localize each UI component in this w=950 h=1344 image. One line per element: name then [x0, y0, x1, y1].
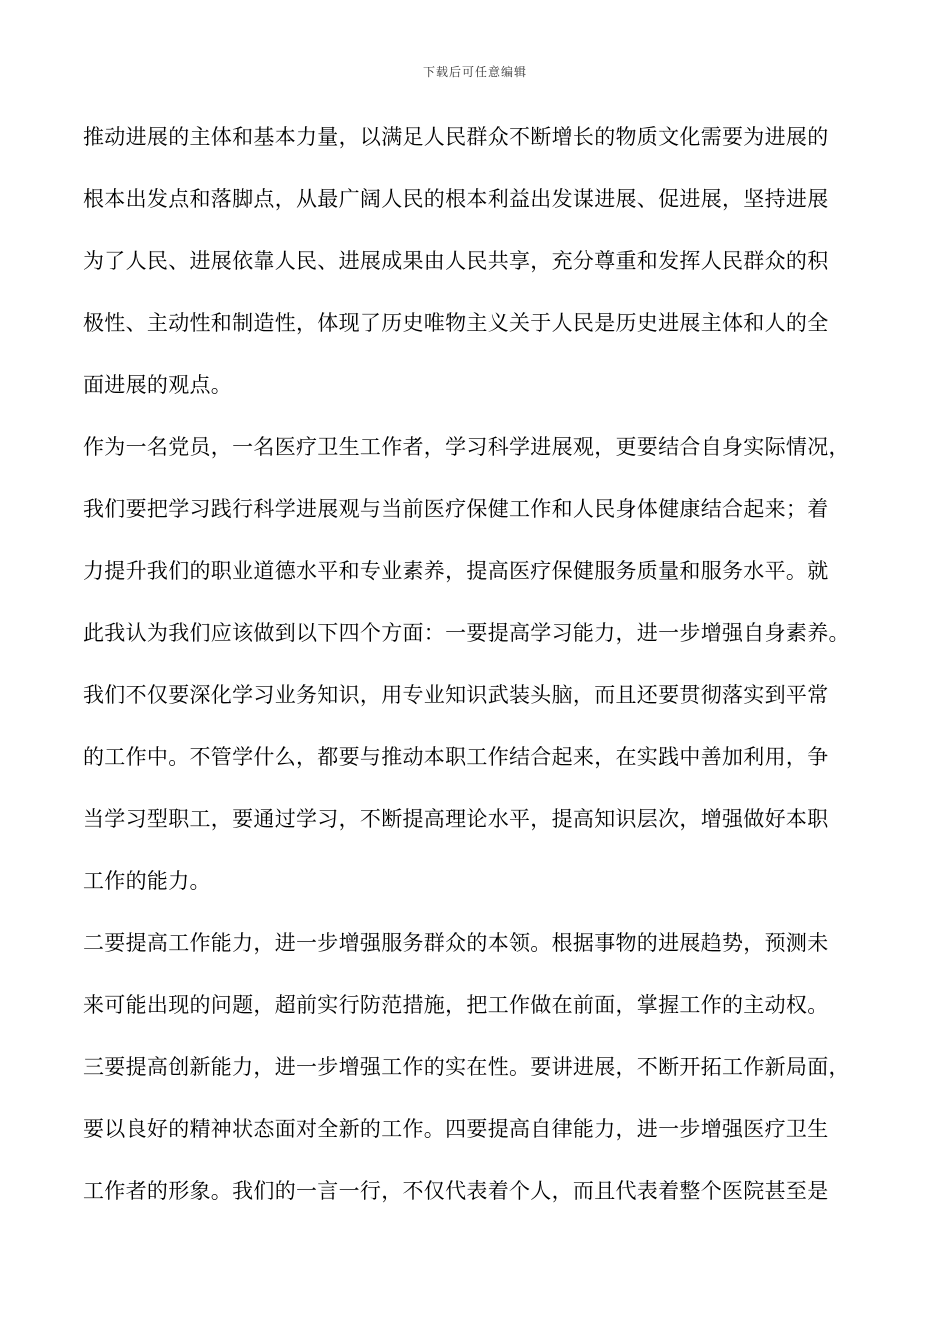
text-line: 的工作中。不管学什么，都要与推动本职工作结合起来，在实践中善加利用，争	[83, 745, 829, 769]
text-line: 来可能出现的问题，超前实行防范措施，把工作做在前面，掌握工作的主动权。	[83, 993, 829, 1017]
text-line: 此我认为我们应该做到以下四个方面：一要提高学习能力，进一步增强自身素养。	[83, 621, 850, 645]
document-body	[83, 118, 883, 1234]
text-line: 我们要把学习践行科学进展观与当前医疗保健工作和人民身体健康结合起来；着	[83, 497, 829, 521]
text-line: 根本出发点和落脚点，从最广阔人民的根本利益出发谋进展、促进展，坚持进展	[83, 187, 829, 211]
text-line: 作为一名党员，一名医疗卫生工作者，学习科学进展观，更要结合自身实际情况，	[83, 435, 850, 459]
text-line: 要以良好的精神状态面对全新的工作。四要提高自律能力，进一步增强医疗卫生	[83, 1117, 829, 1141]
text-line: 力提升我们的职业道德水平和专业素养，提高医疗保健服务质量和服务水平。就	[83, 559, 829, 583]
text-line: 我们不仅要深化学习业务知识，用专业知识武装头脑，而且还要贯彻落实到平常	[83, 683, 829, 707]
text-line: 当学习型职工，要通过学习，不断提高理论水平，提高知识层次，增强做好本职	[83, 807, 829, 831]
text-line: 为了人民、进展依靠人民、进展成果由人民共享，充分尊重和发挥人民群众的积	[83, 249, 829, 273]
text-line: 三要提高创新能力，进一步增强工作的实在性。要讲进展，不断开拓工作新局面，	[83, 1055, 850, 1079]
text-line: 二要提高工作能力，进一步增强服务群众的本领。根据事物的进展趋势，预测未	[83, 931, 829, 955]
header-note: 下载后可任意编辑	[422, 65, 527, 79]
text-line: 面进展的观点。	[83, 373, 233, 397]
text-line: 推动进展的主体和基本力量，以满足人民群众不断增长的物质文化需要为进展的	[83, 125, 829, 149]
text-line: 工作者的形象。我们的一言一行，不仅代表着个人，而且代表着整个医院甚至是	[83, 1179, 829, 1203]
text-line: 工作的能力。	[83, 869, 211, 893]
text-line: 极性、主动性和制造性，体现了历史唯物主义关于人民是历史进展主体和人的全	[83, 311, 829, 335]
